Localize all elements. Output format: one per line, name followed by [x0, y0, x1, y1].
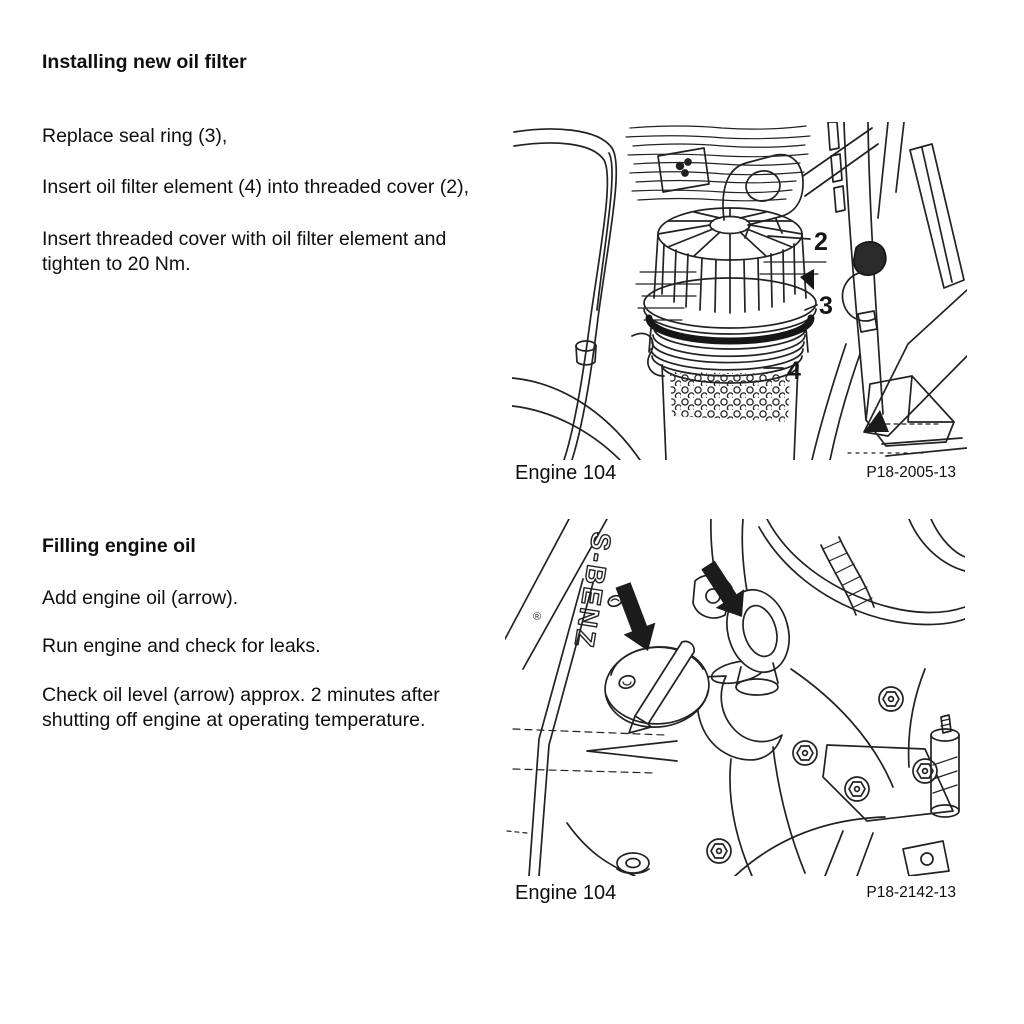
- oil-filter-assembly: [644, 208, 816, 460]
- instruction-insert-filter-element: Insert oil filter element (4) into threaded cover (2),: [42, 176, 470, 198]
- right-side-parts: [812, 122, 967, 460]
- figure1-part-ref: P18-2005-13: [866, 464, 956, 481]
- instruction-check-oil-level: Check oil level (arrow) approx. 2 minutes after shutting off engine at operating temperature.: [42, 683, 440, 731]
- threaded-cover: [644, 208, 816, 334]
- figure2-caption: Engine 104: [515, 882, 617, 904]
- section-filling-engine-oil: [42, 534, 486, 757]
- oil-filter-figure: [512, 122, 967, 460]
- figure2-part-ref: P18-2142-13: [866, 884, 956, 901]
- engine-oil-fill-drawing: [505, 519, 965, 876]
- figure1-caption-row: [515, 462, 956, 485]
- callout-2-leader: [768, 236, 810, 239]
- figure2-caption-row: [515, 882, 956, 905]
- brand-lettering: S-BENZ: [568, 530, 617, 652]
- section1-heading: Installing new oil filter: [42, 51, 247, 73]
- section-installing-oil-filter: [42, 50, 478, 304]
- section2-heading: Filling engine oil: [42, 535, 196, 557]
- registered-trademark-mark: ®: [533, 611, 542, 623]
- hex-bolt: [845, 777, 869, 801]
- engine-components: [693, 519, 965, 876]
- instruction-run-engine: Run engine and check for leaks.: [42, 635, 321, 657]
- bottom-bracket: [903, 841, 949, 876]
- oil-fill-arrow-icon: [616, 582, 656, 651]
- figure1-callouts: [764, 228, 833, 385]
- callout-3-label: 3: [819, 292, 833, 320]
- seal-ring: [649, 269, 814, 341]
- oil-filter-drawing: [512, 122, 967, 460]
- instruction-replace-seal-ring: Replace seal ring (3),: [42, 124, 228, 147]
- engine-oil-fill-figure: [505, 519, 965, 876]
- callout-2-label: 2: [814, 228, 828, 256]
- figure1-caption: Engine 104: [515, 462, 617, 484]
- hex-bolt: [707, 839, 731, 863]
- oil-filler-cap: [601, 641, 713, 733]
- instruction-tighten-cover: Insert threaded cover with oil filter element and tighten to 20 Nm.: [42, 227, 447, 275]
- figure2-arrows: [616, 561, 745, 651]
- filter-element: [662, 365, 798, 460]
- callout-4-label: 4: [787, 357, 801, 385]
- hex-bolt: [793, 741, 817, 765]
- hex-bolt: [879, 687, 903, 711]
- instruction-add-engine-oil: Add engine oil (arrow).: [42, 586, 239, 609]
